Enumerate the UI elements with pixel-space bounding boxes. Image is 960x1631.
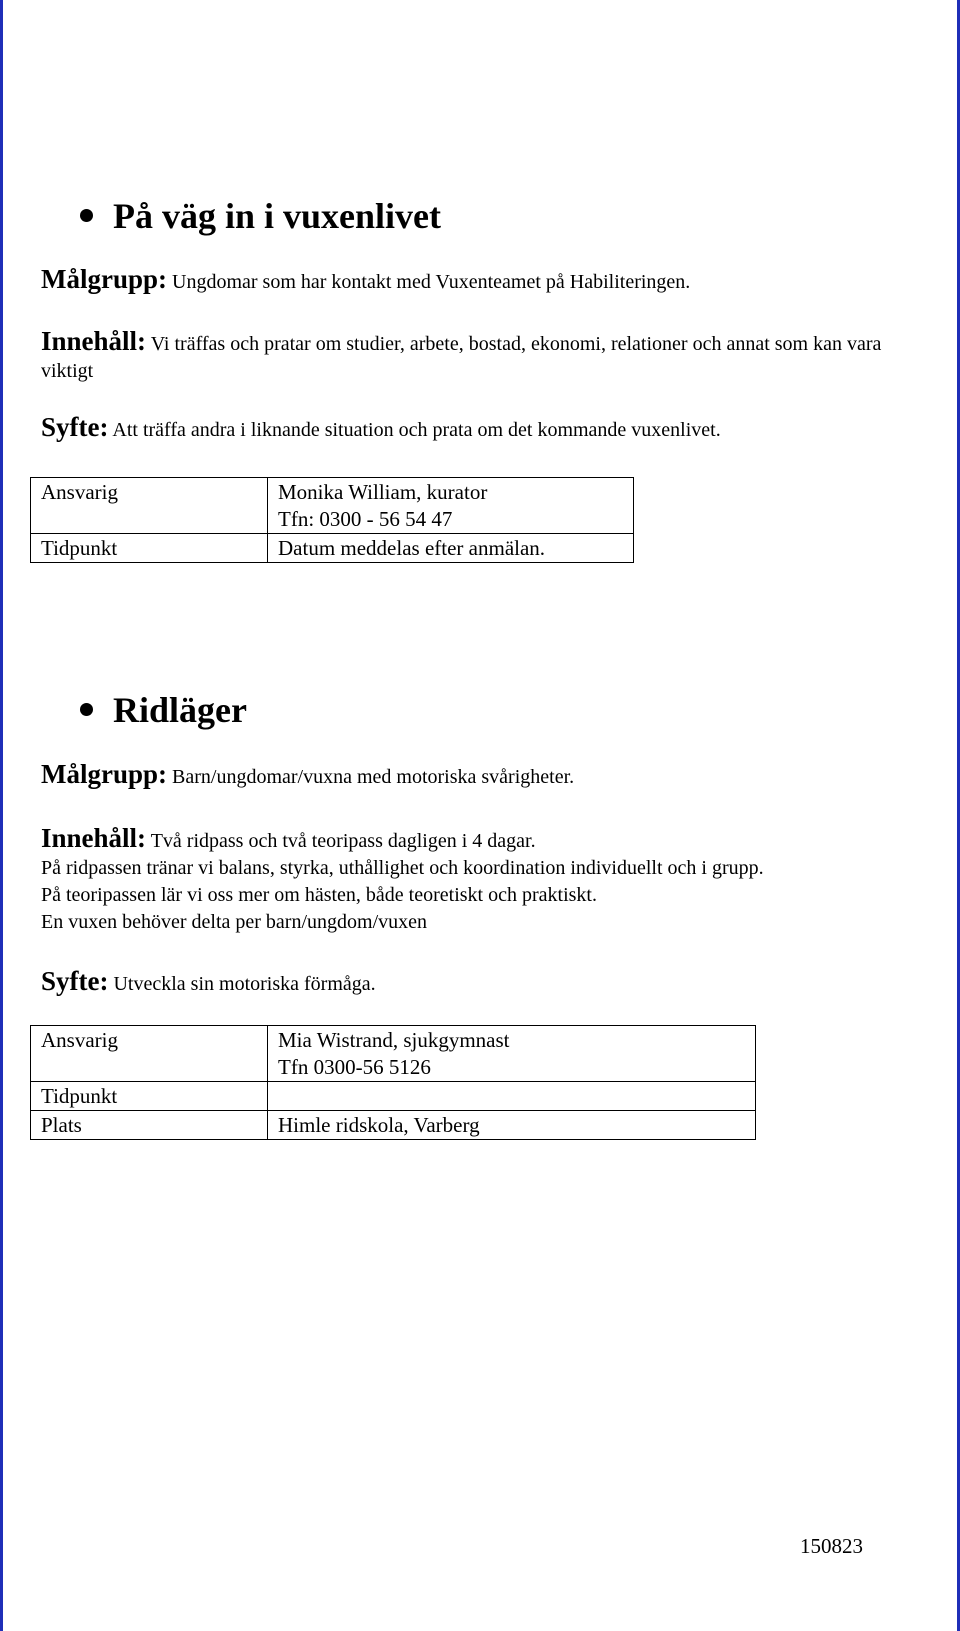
syfte-text: Utveckla sin motoriska förmåga. [113, 973, 376, 995]
innehall-line: På ridpassen tränar vi balans, styrka, uthållighet och koordination individuellt och i grupp. [41, 857, 764, 879]
innehall-text: Vi träffas och pratar om studier, arbete, bostad, ekonomi, relationer och annat som kan vara viktigt [41, 333, 882, 382]
malgrupp-paragraph [41, 761, 921, 791]
info-table [30, 1025, 756, 1140]
tidpunkt-label: Tidpunkt [31, 1082, 268, 1111]
innehall-label: Innehåll: [41, 823, 147, 853]
ansvarig-phone: Tfn: 0300 - 56 54 47 [278, 507, 453, 531]
section-title-text: Ridläger [113, 690, 247, 730]
ansvarig-name: Mia Wistrand, sjukgymnast [278, 1028, 510, 1052]
section-title-text: På väg in i vuxenlivet [113, 196, 442, 236]
syfte-text: Att träffa andra i liknande situation och prata om det kommande vuxenlivet. [112, 419, 721, 441]
table-row [31, 478, 634, 534]
malgrupp-text: Ungdomar som har kontakt med Vuxenteamet på Habiliteringen. [172, 271, 691, 293]
innehall-label: Innehåll: [41, 326, 147, 356]
table-row [31, 1111, 756, 1140]
table-row [31, 1082, 756, 1111]
plats-value: Himle ridskola, Varberg [268, 1111, 756, 1140]
malgrupp-paragraph [41, 266, 921, 296]
ansvarig-value [268, 478, 634, 534]
ansvarig-value [268, 1026, 756, 1082]
section-title [80, 688, 247, 732]
tidpunkt-value: Datum meddelas efter anmälan. [268, 534, 634, 563]
malgrupp-label: Målgrupp: [41, 264, 168, 294]
syfte-paragraph [41, 968, 921, 998]
syfte-paragraph [41, 414, 921, 444]
ansvarig-label: Ansvarig [31, 1026, 268, 1082]
info-table [30, 477, 634, 563]
syfte-label: Syfte: [41, 412, 109, 442]
innehall-line: På teoripassen lär vi oss mer om hästen, både teoretiskt och praktiskt. [41, 884, 597, 906]
plats-label: Plats [31, 1111, 268, 1140]
tidpunkt-value [268, 1082, 756, 1111]
section-title [80, 194, 441, 238]
document-code: 150823 [800, 1534, 863, 1558]
malgrupp-label: Målgrupp: [41, 759, 168, 789]
innehall-paragraph [41, 328, 921, 385]
bullet-icon [80, 209, 93, 222]
malgrupp-text: Barn/ungdomar/vuxna med motoriska svårigheter. [172, 766, 575, 788]
tidpunkt-label: Tidpunkt [31, 534, 268, 563]
innehall-paragraph [41, 825, 921, 936]
innehall-line: En vuxen behöver delta per barn/ungdom/vuxen [41, 911, 427, 933]
table-row [31, 1026, 756, 1082]
bullet-icon [80, 703, 93, 716]
ansvarig-phone: Tfn 0300-56 5126 [278, 1055, 431, 1079]
innehall-text: Två ridpass och två teoripass dagligen i 4 dagar. [150, 830, 536, 852]
syfte-label: Syfte: [41, 966, 109, 996]
ansvarig-name: Monika William, kurator [278, 480, 488, 504]
ansvarig-label: Ansvarig [31, 478, 268, 534]
table-row [31, 534, 634, 563]
